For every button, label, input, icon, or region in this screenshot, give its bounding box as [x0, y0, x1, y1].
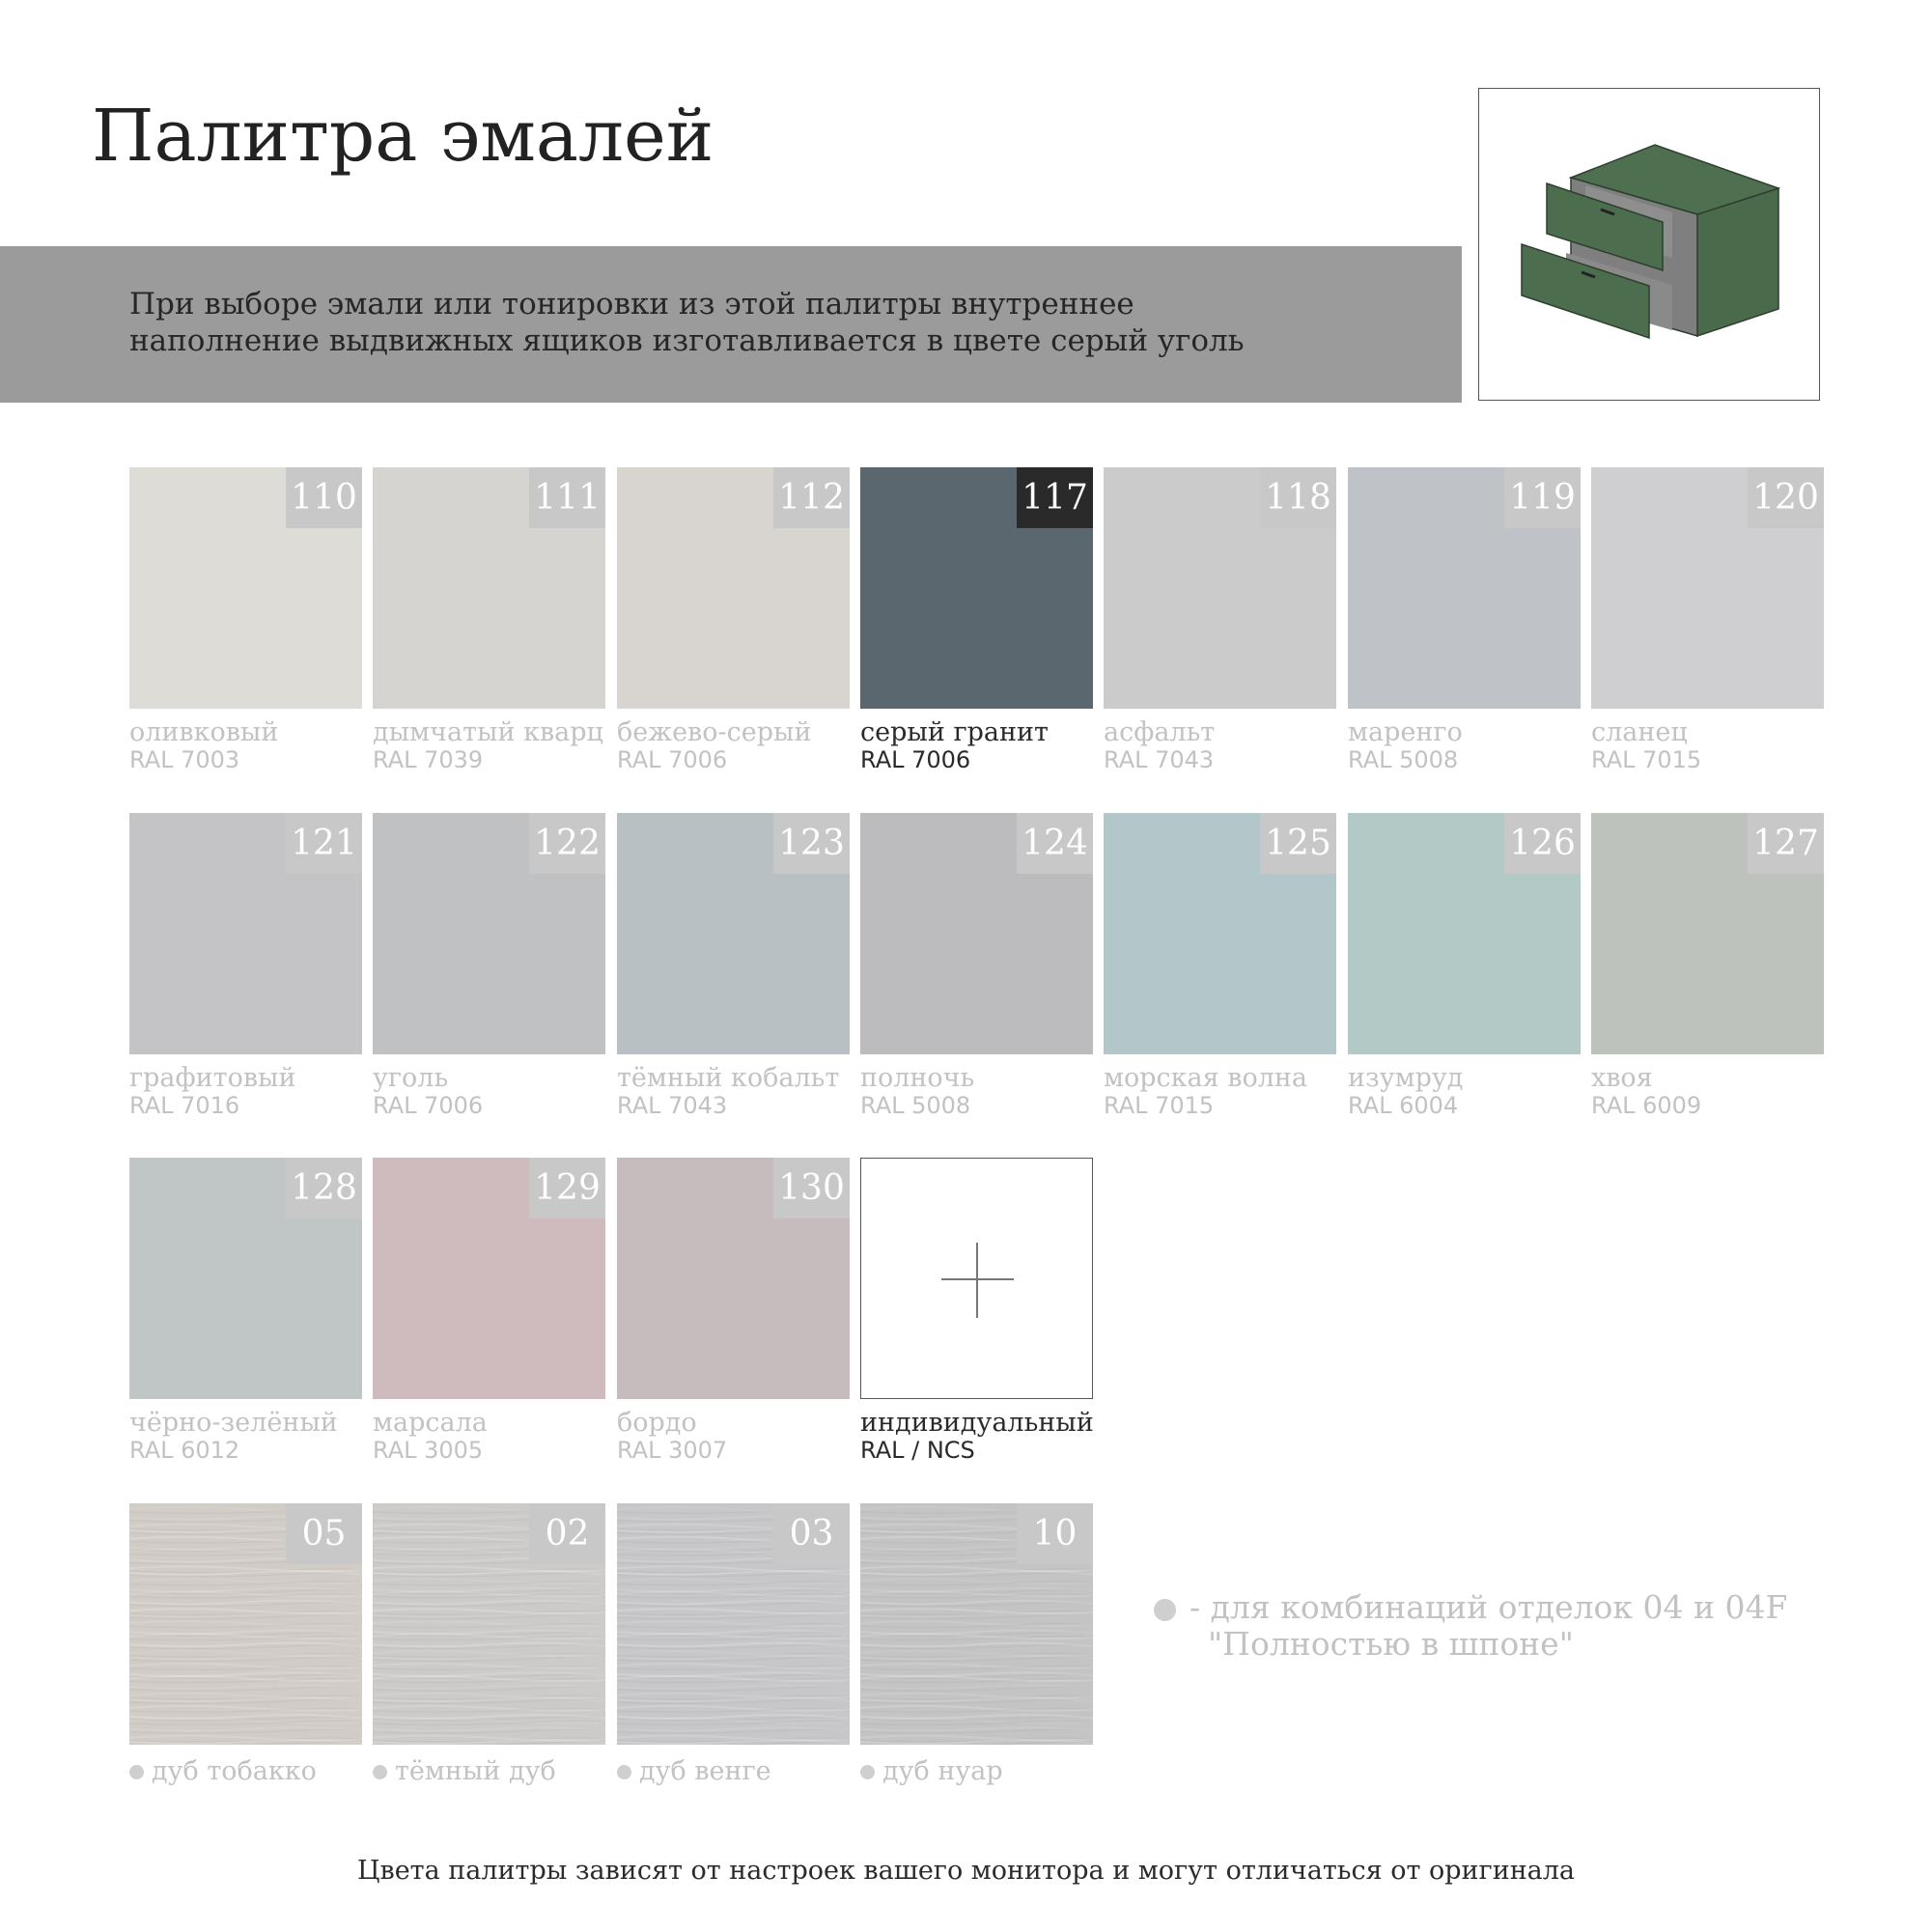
swatch-label	[373, 1064, 614, 1118]
color-swatch[interactable]	[617, 1158, 850, 1399]
swatch-label	[129, 1409, 371, 1463]
note-line-2: "Полностью в шпоне"	[1208, 1625, 1574, 1663]
color-swatch[interactable]	[860, 467, 1093, 709]
swatch-name: чёрно-зелёный	[129, 1408, 338, 1438]
swatch-code: RAL 6012	[129, 1437, 240, 1464]
color-swatch[interactable]	[1104, 813, 1336, 1054]
swatch-name: графитовый	[129, 1063, 296, 1093]
color-swatch[interactable]	[617, 813, 850, 1054]
banner-line-2: наполнение выдвижных ящиков изготавливается в цвете серый уголь	[129, 323, 1245, 358]
swatch-number: 120	[1748, 467, 1824, 528]
swatch-number: 126	[1504, 813, 1581, 874]
color-swatch[interactable]	[1348, 467, 1581, 709]
dot-icon	[373, 1765, 387, 1779]
wood-swatch[interactable]	[373, 1503, 605, 1745]
swatch-name: изумруд	[1348, 1063, 1464, 1093]
swatch-name: бежево-серый	[617, 717, 812, 747]
finish-note	[1154, 1589, 1787, 1663]
swatch-label	[1591, 718, 1833, 772]
swatch-number: 111	[529, 467, 605, 528]
swatch-label	[1591, 1064, 1833, 1118]
color-swatch[interactable]	[129, 813, 362, 1054]
banner-text	[129, 286, 1385, 359]
swatch-name: оливковый	[129, 717, 279, 747]
swatch-code: RAL 7043	[1104, 746, 1215, 773]
color-swatch[interactable]	[373, 813, 605, 1054]
wood-swatch[interactable]	[617, 1503, 850, 1745]
swatch-code: RAL 7006	[373, 1092, 484, 1119]
swatch-label	[1348, 1064, 1589, 1118]
swatch-label	[1104, 1064, 1345, 1118]
color-swatch[interactable]	[373, 467, 605, 709]
swatch-code: RAL 7015	[1104, 1092, 1215, 1119]
color-swatch[interactable]	[129, 1158, 362, 1399]
swatch-number: 119	[1504, 467, 1581, 528]
swatch-code: RAL 3005	[373, 1437, 484, 1464]
swatch-number: 128	[286, 1158, 362, 1218]
swatch-number: 121	[286, 813, 362, 874]
custom-swatch[interactable]	[860, 1158, 1093, 1399]
wood-name: дуб венге	[639, 1756, 771, 1786]
swatch-name: маренго	[1348, 717, 1463, 747]
swatch-number: 130	[773, 1158, 850, 1218]
swatch-number: 118	[1260, 467, 1336, 528]
wood-swatch[interactable]	[129, 1503, 362, 1745]
swatch-name: асфальт	[1104, 717, 1216, 747]
wood-name: тёмный дуб	[395, 1756, 556, 1786]
swatch-name: серый гранит	[860, 717, 1049, 747]
swatch-name: морская волна	[1104, 1063, 1307, 1093]
color-swatch[interactable]	[617, 467, 850, 709]
swatch-number: 02	[529, 1503, 605, 1564]
swatch-label	[129, 718, 371, 772]
swatch-code: RAL 7006	[860, 746, 971, 773]
swatch-code: RAL 7016	[129, 1092, 240, 1119]
swatch-label	[129, 1064, 371, 1118]
swatch-label	[860, 718, 1102, 772]
swatch-name: бордо	[617, 1408, 697, 1438]
wood-name: дуб нуар	[882, 1756, 1003, 1786]
swatch-number: 129	[529, 1158, 605, 1218]
dot-icon	[617, 1765, 631, 1779]
swatch-number: 05	[286, 1503, 362, 1564]
color-swatch[interactable]	[860, 813, 1093, 1054]
swatch-code: RAL 7015	[1591, 746, 1702, 773]
swatch-code: RAL 3007	[617, 1437, 728, 1464]
wood-label	[860, 1756, 1003, 1786]
swatch-label	[617, 718, 858, 772]
swatch-code: RAL 7006	[617, 746, 728, 773]
swatch-name: индивидуальный	[860, 1408, 1094, 1438]
swatch-number: 125	[1260, 813, 1336, 874]
swatch-code: RAL 7039	[373, 746, 484, 773]
swatch-code: RAL 5008	[860, 1092, 971, 1119]
swatch-number: 127	[1748, 813, 1824, 874]
swatch-code: RAL 6009	[1591, 1092, 1702, 1119]
wood-label	[373, 1756, 556, 1786]
swatch-name: дымчатый кварц	[373, 717, 603, 747]
swatch-code: RAL 7003	[129, 746, 240, 773]
swatch-name: тёмный кобальт	[617, 1063, 840, 1093]
swatch-label	[1104, 718, 1345, 772]
swatch-code: RAL 6004	[1348, 1092, 1459, 1119]
swatch-label	[860, 1064, 1102, 1118]
color-swatch[interactable]	[1591, 813, 1824, 1054]
swatch-number: 124	[1017, 813, 1093, 874]
color-swatch[interactable]	[129, 467, 362, 709]
drawer-unit-illustration-icon	[1479, 89, 1821, 402]
color-swatch[interactable]	[1104, 467, 1336, 709]
dot-icon	[860, 1765, 875, 1779]
wood-label	[129, 1756, 317, 1786]
color-swatch[interactable]	[373, 1158, 605, 1399]
swatch-number: 122	[529, 813, 605, 874]
banner-line-1: При выборе эмали или тонировки из этой палитры внутреннее	[129, 287, 1134, 322]
note-line-1: - для комбинаций отделок 04 и 04F	[1190, 1588, 1788, 1626]
swatch-name: хвоя	[1591, 1063, 1653, 1093]
swatch-label	[1348, 718, 1589, 772]
wood-swatch[interactable]	[860, 1503, 1093, 1745]
swatch-number: 123	[773, 813, 850, 874]
swatch-name: сланец	[1591, 717, 1688, 747]
swatch-number: 03	[773, 1503, 850, 1564]
color-swatch[interactable]	[1591, 467, 1824, 709]
swatch-code: RAL / NCS	[860, 1437, 975, 1464]
drawer-illustration	[1478, 88, 1820, 401]
swatch-name: полночь	[860, 1063, 975, 1093]
swatch-label	[617, 1409, 858, 1463]
plus-icon-vertical	[976, 1243, 978, 1318]
swatch-label	[373, 718, 614, 772]
swatch-label	[617, 1064, 858, 1118]
dot-icon	[129, 1765, 144, 1779]
swatch-number: 112	[773, 467, 850, 528]
wood-name: дуб тобакко	[152, 1756, 317, 1786]
swatch-name: уголь	[373, 1063, 449, 1093]
swatch-label	[373, 1409, 614, 1463]
swatch-number: 110	[286, 467, 362, 528]
swatch-number: 10	[1017, 1503, 1093, 1564]
footer-disclaimer: Цвета палитры зависят от настроек вашего монитора и могут отличаться от оригинала	[356, 1856, 1576, 1886]
swatch-number: 117	[1017, 467, 1093, 528]
custom-label	[860, 1409, 1102, 1463]
color-swatch[interactable]	[1348, 813, 1581, 1054]
swatch-code: RAL 7043	[617, 1092, 728, 1119]
wood-label	[617, 1756, 771, 1786]
swatch-name: марсала	[373, 1408, 488, 1438]
dot-icon	[1154, 1599, 1176, 1621]
page-title: Палитра эмалей	[92, 95, 714, 178]
swatch-code: RAL 5008	[1348, 746, 1459, 773]
